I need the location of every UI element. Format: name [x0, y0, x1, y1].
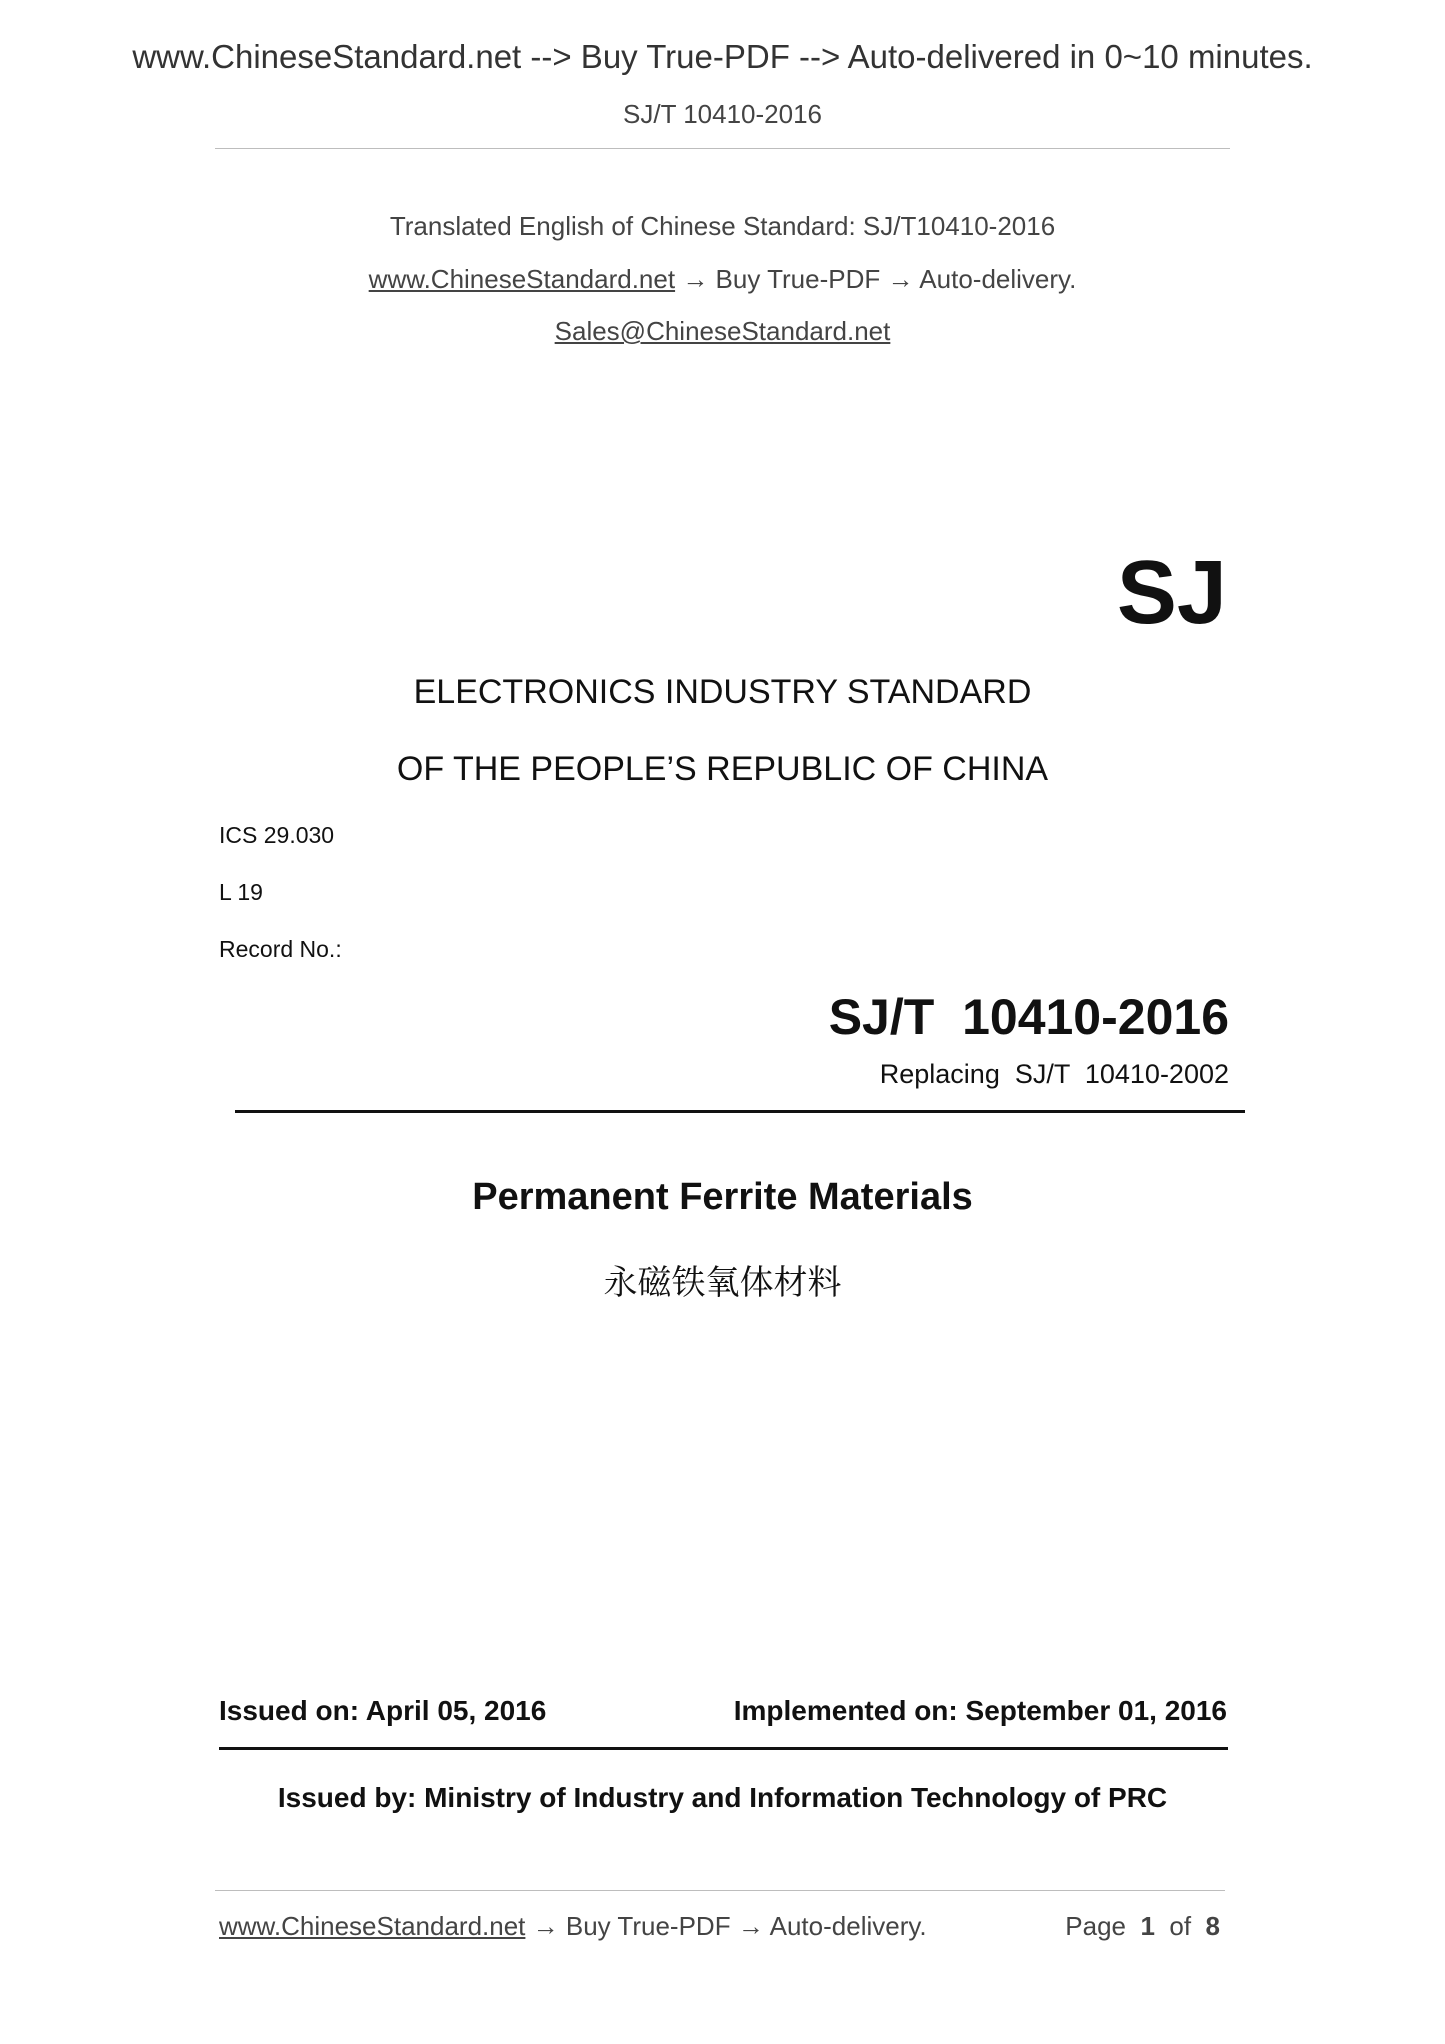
document-title-en: Permanent Ferrite Materials	[472, 1176, 973, 1218]
footer-site-link[interactable]: www.ChineseStandard.net	[219, 1911, 526, 1941]
auto-delivery-text: Auto-delivery.	[919, 264, 1077, 294]
page-of: of	[1169, 1911, 1192, 1941]
issuer: Issued by: Ministry of Industry and Information Technology of PRC	[277, 1782, 1168, 1813]
document-title-cn: 永磁铁氧体材料	[603, 1264, 842, 1302]
buy-true-pdf-text: Buy True-PDF	[715, 264, 881, 294]
arrow-right-icon: →	[532, 1911, 559, 1941]
sales-email-link[interactable]: Sales@ChineseStandard.net	[554, 316, 891, 346]
site-link[interactable]: www.ChineseStandard.net	[368, 264, 676, 294]
ics-code: ICS 29.030	[219, 822, 335, 848]
standard-mark: SJ	[1116, 543, 1227, 643]
page-current: 1	[1140, 1911, 1155, 1941]
arrow-right-icon: →	[887, 264, 914, 294]
page-total: 8	[1205, 1911, 1220, 1941]
implemented-date: Implemented on: September 01, 2016	[733, 1695, 1227, 1726]
ccs-code: L 19	[219, 879, 263, 905]
footer-auto-text: Auto-delivery.	[769, 1911, 927, 1941]
record-number: Record No.:	[219, 936, 342, 962]
standard-type-line1: ELECTRONICS INDUSTRY STANDARD	[413, 673, 1032, 711]
translation-links-line	[0, 264, 1445, 295]
email-line	[0, 316, 1445, 347]
footer-buy-text: Buy True-PDF	[565, 1911, 731, 1941]
dates-divider	[219, 1747, 1228, 1750]
replacing-note: Replacing SJ/T 10410-2002	[879, 1059, 1229, 1089]
footer-links	[219, 1911, 927, 1942]
translation-note: Translated English of Chinese Standard: SJ/T10410-2016	[389, 211, 1056, 241]
title-divider	[235, 1110, 1245, 1113]
arrow-right-icon: →	[737, 1911, 764, 1941]
issued-date: Issued on: April 05, 2016	[219, 1695, 547, 1726]
standard-number: SJ/T 10410-2016	[828, 989, 1229, 1045]
header-divider	[215, 148, 1230, 149]
page-indicator	[1065, 1911, 1220, 1942]
page-label: Page	[1065, 1911, 1127, 1941]
footer-divider	[215, 1890, 1225, 1891]
arrow-right-icon: →	[682, 264, 709, 294]
standard-type-line2: OF THE PEOPLE’S REPUBLIC OF CHINA	[396, 750, 1049, 788]
header-doc-code: SJ/T 10410-2016	[623, 99, 822, 129]
top-banner[interactable]: www.ChineseStandard.net --> Buy True-PDF --> Auto-delivered in 0~10 minutes.	[132, 38, 1313, 75]
